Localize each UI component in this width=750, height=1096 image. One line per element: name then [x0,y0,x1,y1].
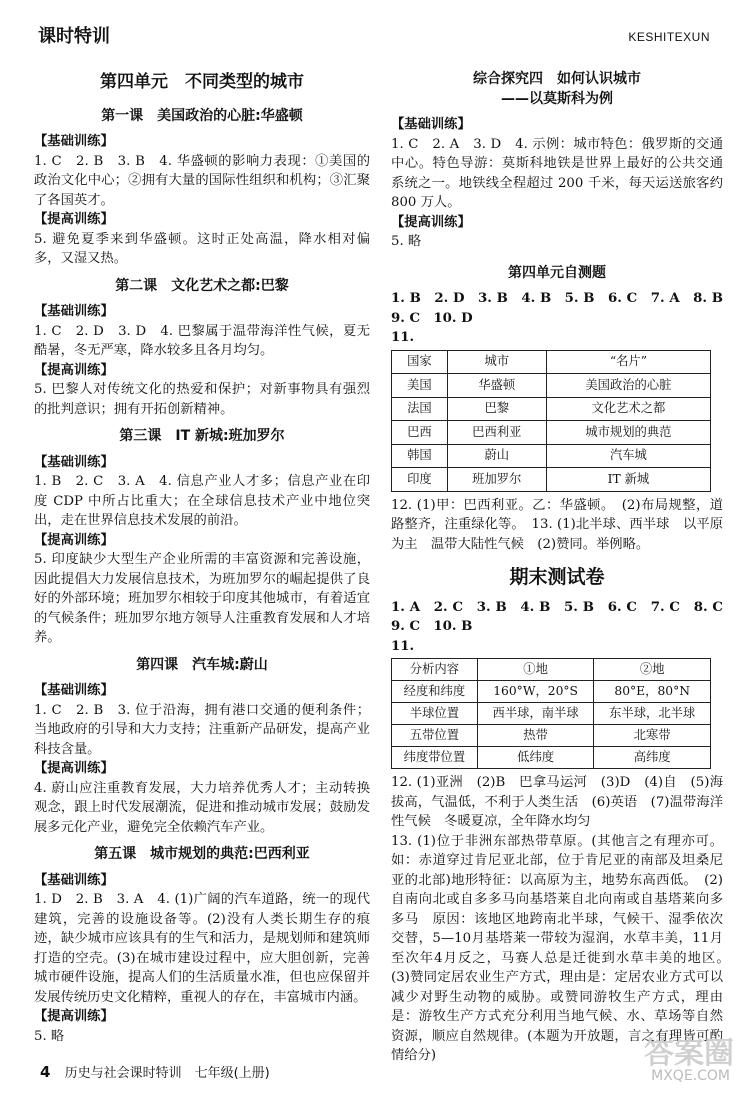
answer-text: 1. C 2. D 3. D 4. 巴黎属于温带海洋性气候，夏无酷暑，冬无严寒，降水较多且各月均匀。 [34,323,370,358]
answer-text: 1. B 2. C 3. A 4. 信息产业人才多；信息产业在印度 CDP 中所占比重大；在全球信息技术产业中地位突出，走在世界信息技术发展的前沿。 [34,474,370,528]
table-cell: 汽车城 [546,444,710,468]
answer-text: 11. [391,638,415,654]
unit-title: 第四单元 不同类型的城市 [100,72,304,92]
table-cell: 班加罗尔 [447,468,546,492]
table-cell: 法国 [392,397,448,421]
answer-text: 1. C 2. B 3. 位于沿海，拥有港口交通的便利条件；当地政府的引导和大力支持；注重新产品研发，提高产业科技含量。 [34,702,370,757]
table-cell: ②地 [594,659,711,681]
table-row [392,421,711,445]
section-tag: 【提高训练】 [34,362,114,378]
table-cell: 韩国 [392,444,448,468]
section-tag: 【基础训练】 [34,454,114,470]
table-cell: 80°E，80°N [594,681,711,703]
lesson-title: 第四课 汽车城:蔚山 [136,656,268,673]
exam-title: 期末测试卷 [509,566,605,588]
section-tag: 【基础训练】 [34,683,114,698]
answer-text: 1. A 2. C 3. B 4. B 5. B 6. C 7. C 8. C 9. C 10. B [391,599,737,634]
table-cell: 经度和纬度 [392,681,478,703]
page-footer [40,1062,270,1081]
answer-text: 5. 印度缺少大型生产企业所需的丰富资源和完善设施，因此提倡大力发展信息技术，为班加罗尔的崛起提供了良好的外部环境；班加罗尔相较于印度其他城市，有着适宜的气候条件；班加罗尔地方领导人注重教育发展和人才培养。 [34,552,370,645]
section-title: 综合探究四 如何认识城市 [473,71,641,87]
table-cell: IT 新城 [546,468,710,492]
section-tag: 【提高训练】 [34,532,114,548]
watermark-url: MXQE.COM [651,1068,730,1084]
answer-text: 5. 巴黎人对传统文化的热爱和保护；对新事物具有强烈的批判意识；拥有开拓创新精神。 [34,382,370,417]
left-column [34,70,370,1046]
table-row [392,444,711,468]
table-row [392,747,711,769]
answer-text: 4. 蔚山应注重教育发展，大力培养优秀人才；主动转换观念，跟上时代发展潮流，促进和推动城市发展；鼓励发展多元化产业，避免完全依赖汽车产业。 [34,780,370,835]
lesson-title: 第二课 文化艺术之都:巴黎 [115,277,289,294]
page-number: 4 [40,1063,51,1081]
answer-text: 1. C 2. B 3. B 4. 华盛顿的影响力表现：①美国的政治文化中心；②拥有大量的国际性组织和机构；③汇聚了各国英才。 [34,153,370,208]
table-cell: 巴西 [392,421,448,445]
answer-text: 1. B 2. D 3. B 4. B 5. B 6. C 7. A 8. B 9. C 10. D [391,291,737,326]
table-cell: 低纬度 [477,747,594,769]
answer-text: 5. 略 [34,1028,65,1044]
table-cell: 西半球，南半球 [477,703,594,725]
table-header-row [392,659,711,681]
lesson-title: 第三课 IT 新城:班加罗尔 [119,428,285,444]
table-row [392,397,711,421]
table-cell: 文化艺术之都 [546,397,710,421]
table-cell: 热带 [477,725,594,747]
answer-text: 5. 避免夏季来到华盛顿。这时正处高温，降水相对偏多，又湿又热。 [34,231,370,266]
section-tag: 【基础训练】 [34,304,114,319]
table-cell: 美国政治的心脏 [546,374,710,398]
section-tag: 【基础训练】 [34,134,114,149]
watermark-logo: 答案圈 [644,1036,734,1071]
table-cell: 160°W，20°S [477,681,594,703]
section-tag: 【基础训练】 [34,872,114,888]
table-header-row [392,350,711,374]
section-tag: 【提高训练】 [34,212,114,227]
table-row [392,681,711,703]
table-cell: 北寒带 [594,725,711,747]
table-row [392,703,711,725]
table-cell: 城市 [447,350,546,374]
section-tag: 【提高训练】 [391,214,471,230]
answer-text: 12. (1)亚洲 (2)B 巴拿马运河 (3)D (4)自 (5)海拔高，气温低，不利于人类生活 (6)英语 (7)温带海洋性气候 冬暖夏凉，全年降水均匀 [391,775,723,829]
table-cell: “名片” [546,350,710,374]
table-cell: 东半球，北半球 [594,703,711,725]
table-cell: 高纬度 [594,747,711,769]
answer-text: 1. D 2. B 3. A 4. (1)广阔的汽车道路，统一的现代建筑，完善的设施设备等。(2)没有人类长期生存的痕迹，缺少城市应该具有的生气和活力，是规划师和建筑师打造的空壳。(3)在城市建设过程中，应大胆创新，完善城市硬件设施，提高人们的生活质量水准，但也应保留并发展传统历史文化精粹，重视人的存在，丰富城市内涵。 [34,892,370,1005]
section-subtitle: ——以莫斯科为例 [501,90,613,107]
table-cell: ①地 [477,659,594,681]
table-cell: 国家 [392,350,448,374]
table-cell: 巴黎 [447,397,546,421]
answer-text: 13. (1)位于非洲东部热带草原。(其他言之有理亦可。如：赤道穿过肯尼亚北部，位于肯尼亚的南部及坦桑尼亚的北部)地形特征：以高原为主，地势东高西低。 (2)自南向北或自多多马向基塔莱自北向南或自基塔莱向多多马 原因：该地区地跨南北半球，气候干、湿季依次交替，5—10月基塔莱一带较为湿润，水草丰美，11月至次年4月反之，马赛人总是迁徙到水草丰美的地区。 (3)赞同定居农业生产方式，理由是：定居农业方式可以减少对野生动物的威胁。或赞同游牧生产方式，理由是：游牧生产方式充分利用当地气候、水、草场等自然资源，顺应自然规律。(本题为开放题，言之有理皆可酌情给分) [391,833,737,1063]
section-title: 第四单元自测题 [508,264,606,281]
answer-text: 11. [391,330,415,345]
table-row [392,468,711,492]
header-logo: 课时特训 [38,26,110,47]
answer-text: 12. (1)甲：巴西利亚。乙：华盛顿。 (2)布局规整，道路整齐，注重绿化等。 13. (1)北半球、西半球 以平原为主 温带大陆性气候 (2)赞同。举例略。 [391,497,723,552]
answer-text: 5. 略 [391,234,422,249]
table-cell: 纬度带位置 [392,747,478,769]
lesson-title: 第一课 美国政治的心脏:华盛顿 [101,107,303,124]
table-cell: 五带位置 [392,725,478,747]
right-column [391,70,737,1066]
table-cell: 蔚山 [447,444,546,468]
section-tag: 【提高训练】 [34,761,114,776]
answer-text: 1. C 2. A 3. D 4. 示例：城市特色：俄罗斯的交通中心。特色导游：莫斯科地铁是世界上最好的公共交通系统之一。地铁线全程超过 200 千米，每天运送旅客约 800 万人。 [391,136,723,210]
table-cell: 美国 [392,374,448,398]
table-cell: 分析内容 [392,659,478,681]
book-title: 历史与社会课时特训 七年级(上册) [64,1066,270,1081]
table-cell: 印度 [392,468,448,492]
section-tag: 【基础训练】 [391,117,471,132]
table-row [392,374,711,398]
table-cell: 半球位置 [392,703,478,725]
city-table [391,350,711,492]
table-row [392,725,711,747]
table-cell: 华盛顿 [447,374,546,398]
lesson-title: 第五课 城市规划的典范:巴西利亚 [94,846,310,862]
table-cell: 巴西利亚 [447,421,546,445]
table-cell: 城市规划的典范 [546,421,710,445]
location-table [391,658,711,769]
header-brand: KESHITEXUN [628,30,710,44]
section-tag: 【提高训练】 [34,1009,114,1024]
